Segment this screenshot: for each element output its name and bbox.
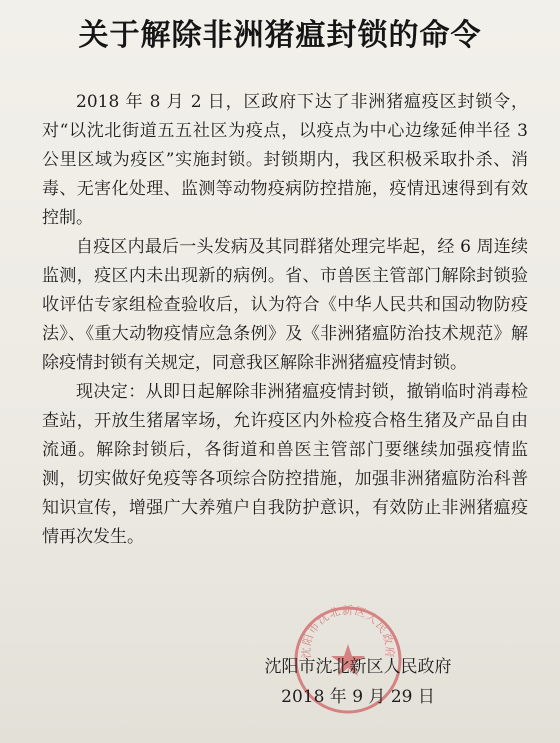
paragraph-1: 2018 年 8 月 2 日，区政府下达了非洲猪瘟疫区封锁令，对“以沈北街道五五社区为疫点，以疫点为中心边缘延伸半径 3 公里区域为疫区”实施封锁。封锁期内，我区积极采取扑杀、消毒、无害化处理、监测等动物疫病防控措施，疫情迅速得到有效控制。 [42,92,528,228]
document-title: 关于解除非洲猪瘟封锁的命令 [78,18,482,53]
svg-text:沈阳市沈北新区人民政府: 沈阳市沈北新区人民政府 [299,604,397,659]
document-body [42,88,528,552]
paragraph-3: 现决定：从即日起解除非洲猪瘟疫情封锁，撤销临时消毒检查站，开放生猪屠宰场，允许疫区内外检疫合格生猪及产品自由流通。解除封锁后，各街道和兽医主管部门要继续加强疫情监测，切实做好免疫等各项综合防控措施，加强非洲猪瘟防治科普知识宣传，增强广大养殖户自我防护意识，有效防止非洲猪瘟疫情再次发生。 [42,382,528,547]
issuer-name: 沈阳市沈北新区人民政府 [264,657,452,677]
paragraph-2: 自疫区内最后一头发病及其同群猪处理完毕起，经 6 周连续监测，疫区内未出现新的病例。省、市兽医主管部门解除封锁验收评估专家组检查验收后，认为符合《中华人民共和国动物防疫法》、《重大动物疫情应急条例》及《非洲猪瘟防治技术规范》解除疫情封锁有关规定，同意我区解除非洲猪瘟疫情封锁。 [42,237,528,373]
issue-date: 2018 年 9 月 29 日 [281,687,435,707]
signature-block [238,652,478,712]
